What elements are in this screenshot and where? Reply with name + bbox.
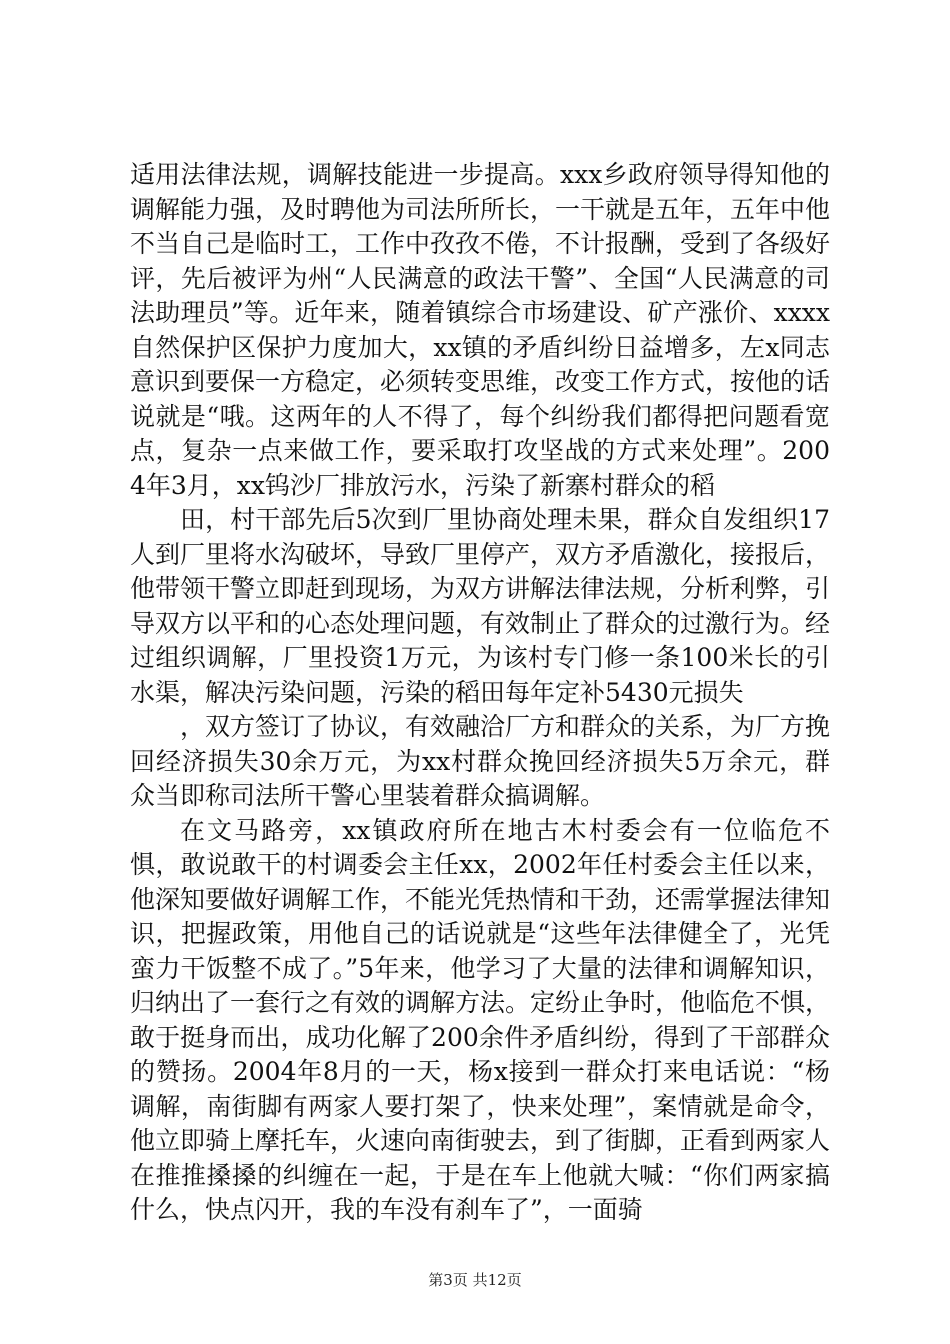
paragraph-4: 在文马路旁，xx镇政府所在地古木村委会有一位临危不惧，敢说敢干的村调委会主任xx，2002年任村委会主任以来，他深知要做好调解工作，不能光凭热情和干劲，还需掌握法律知识，把握政策，用他自己的话说就是“这些年法律健全了，光凭蛮力干饭整不成了。”5年来，他学习了大量的法律和调解知识，归纳出了一套行之有效的调解方法。定纷止争时，他临危不惧，敢于挺身而出，成功化解了200余件矛盾纠纷，得到了干部群众的赞扬。2004年8月的一天，杨x接到一群众打来电话说：“杨调解，南街脚有两家人要打架了，快来处理”，案情就是命令，他立即骑上摩托车，火速向南街驶去，到了街脚，正看到两家人在推推搡搡的纠缠在一起，于是在车上他就大喊：“你们两家搞什么，快点闪开，我的车没有刹车了”，一面骑 bbox=[130, 815, 831, 1224]
page-number-footer: 第3页 共12页 bbox=[428, 1271, 522, 1289]
body-text bbox=[130, 158, 830, 1228]
paragraph-1: 适用法律法规，调解技能进一步提高。xxx乡政府领导得知他的调解能力强，及时聘他为司法所所长，一干就是五年，五年中他不当自己是临时工，工作中孜孜不倦，不计报酬，受到了各级好评，先后被评为州“人民满意的政法干警”、全国“人民满意的司法助理员”等。近年来，随着镇综合市场建设、矿产涨价、xxxx自然保护区保护力度加大，xx镇的矛盾纠纷日益增多，左x同志意识到要保一方稳定，必须转变思维，改变工作方式，按他的话说就是“哦。这两年的人不得了，每个纠纷我们都得把问题看宽点，复杂一点来做工作，要采取打攻坚战的方式来处理”。2004年3月，xx钨沙厂排放污水，污染了新寨村群众的稻 bbox=[130, 160, 831, 500]
paragraph-3: ，双方签订了协议，有效融洽厂方和群众的关系，为厂方挽回经济损失30余万元，为xx村群众挽回经济损失5万余元，群众当即称司法所干警心里装着群众搞调解。 bbox=[130, 712, 831, 810]
paragraph-2: 田，村干部先后5次到厂里协商处理未果，群众自发组织17人到厂里将水沟破坏，导致厂里停产，双方矛盾激化，接报后，他带领干警立即赶到现场，为双方讲解法律法规，分析利弊，引导双方以平和的心态处理问题，有效制止了群众的过激行为。经过组织调解，厂里投资1万元，为该村专门修一条100米长的引水渠，解决污染问题，污染的稻田每年定补5430元损失 bbox=[130, 505, 831, 707]
